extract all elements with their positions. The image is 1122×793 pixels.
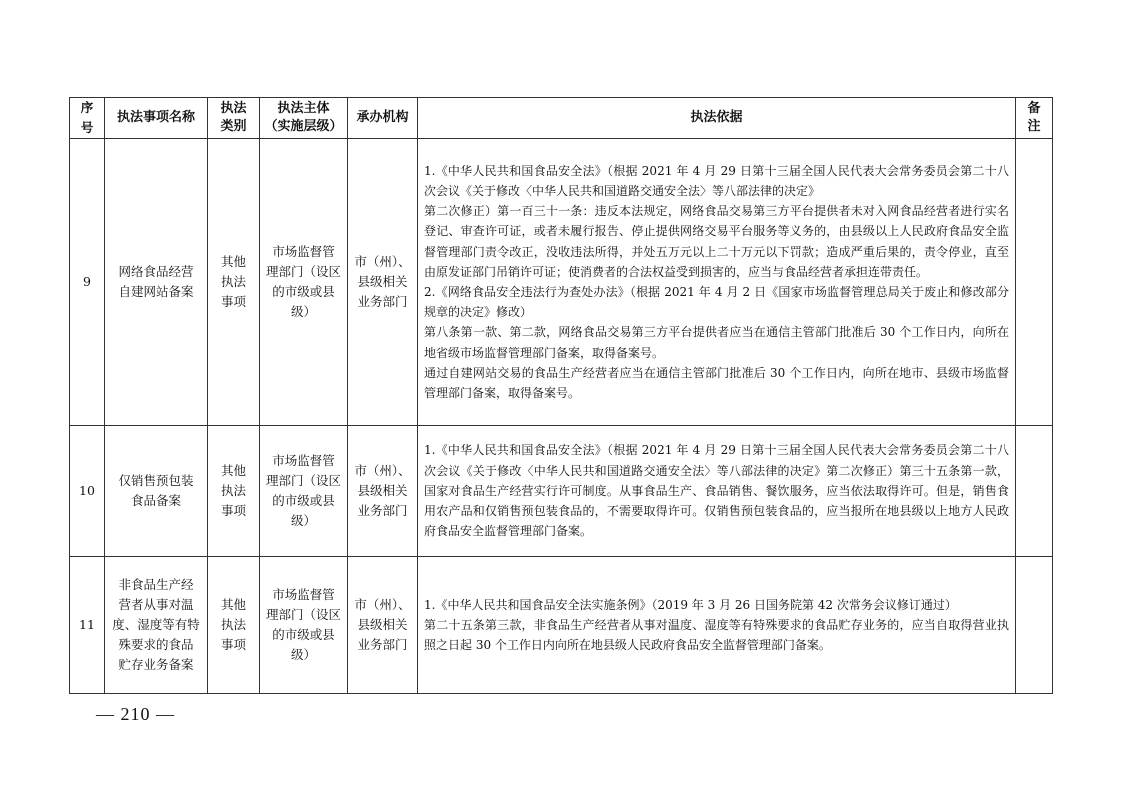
basis-paragraph: 通过自建网站交易的食品生产经营者应当在通信主管部门批准后 30 个工作日内，向所在地市、县级市场监督管理部门备案，取得备案号。 xyxy=(424,365,1009,401)
page-number: — 210 — xyxy=(96,704,175,724)
table-row xyxy=(70,426,1053,557)
cell-item-name: 非食品生产经 营者从事对温 度、湿度等有特 殊要求的食品 贮存业务备案 xyxy=(105,557,208,694)
header-seq: 序 号 xyxy=(70,98,105,139)
cell-remark xyxy=(1016,426,1053,557)
basis-paragraph: 1.《中华人民共和国食品安全法实施条例》（2019 年 3 月 26 日国务院第 42 次常务会议修订通过） xyxy=(424,597,957,612)
basis-paragraph: 1.《中华人民共和国食品安全法》（根据 2021 年 4 月 29 日第十三届全国人民代表大会常务委员会第二十八次会议《关于修改〈中华人民共和国道路交通安全法〉等八部法律的决定》第二次修正）第三十五条第一款，国家对食品生产经营实行许可制度。从事食品生产、食品销售、餐饮服务，应当依法取得许可。但是，销售食用农产品和仅销售预包装食品的，不需要取得许可。仅销售预包装食品的，应当报所在地县级以上地方人民政府食品安全监督管理部门备案。 xyxy=(424,443,1009,539)
cell-agency: 市（州）、 县级相关 业务部门 xyxy=(348,426,418,557)
table-row xyxy=(70,557,1053,694)
table-row xyxy=(70,139,1053,426)
cell-subject: 市场监督管 理部门（设区 的市级或县 级） xyxy=(260,139,348,426)
law-enforcement-table xyxy=(69,97,1053,694)
basis-paragraph: 第八条第一款、第二款，网络食品交易第三方平台提供者应当在通信主管部门批准后 30 个工作日内，向所在地省级市场监督管理部门备案，取得备案号。 xyxy=(424,325,1009,360)
cell-category: 其他 执法 事项 xyxy=(208,139,260,426)
cell-item-name: 网络食品经营 自建网站备案 xyxy=(105,139,208,426)
header-item-name: 执法事项名称 xyxy=(105,98,208,139)
cell-category: 其他 执法 事项 xyxy=(208,557,260,694)
header-subject: 执法主体 （实施层级） xyxy=(260,98,348,139)
cell-remark xyxy=(1016,557,1053,694)
header-basis: 执法依据 xyxy=(418,98,1016,139)
cell-seq: 9 xyxy=(70,139,105,426)
cell-subject: 市场监督管 理部门（设区 的市级或县 级） xyxy=(260,426,348,557)
cell-basis xyxy=(418,139,1016,426)
cell-basis xyxy=(418,557,1016,694)
basis-paragraph: 第二十五条第三款，非食品生产经营者从事对温度、湿度等有特殊要求的食品贮存业务的，应当自取得营业执照之日起 30 个工作日内向所在地县级人民政府食品安全监督管理部门备案。 xyxy=(424,617,1009,653)
cell-agency: 市（州）、 县级相关 业务部门 xyxy=(348,557,418,694)
basis-paragraph: 1.《中华人民共和国食品安全法》（根据 2021 年 4 月 29 日第十三届全国人民代表大会常务委员会第二十八次会议《关于修改〈中华人民共和国道路交通安全法〉等八部法律的决定》 xyxy=(424,163,1009,198)
cell-seq: 11 xyxy=(70,557,105,694)
cell-seq: 10 xyxy=(70,426,105,557)
header-category: 执法 类别 xyxy=(208,98,260,139)
basis-paragraph: 2.《网络食品安全违法行为查处办法》（根据 2021 年 4 月 2 日《国家市场监督管理总局关于废止和修改部分规章的决定》修改） xyxy=(424,285,1009,320)
header-remark: 备 注 xyxy=(1016,98,1053,139)
header-agency: 承办机构 xyxy=(348,98,418,139)
cell-subject: 市场监督管 理部门（设区 的市级或县 级） xyxy=(260,557,348,694)
cell-remark xyxy=(1016,139,1053,426)
cell-category: 其他 执法 事项 xyxy=(208,426,260,557)
cell-basis xyxy=(418,426,1016,557)
cell-agency: 市（州）、 县级相关 业务部门 xyxy=(348,139,418,426)
table-header-row xyxy=(70,98,1053,139)
basis-paragraph: 第二次修正）第一百三十一条：违反本法规定，网络食品交易第三方平台提供者未对入网食品经营者进行实名登记、审查许可证，或者未履行报告、停止提供网络交易平台服务等义务的，由县级以上人民政府食品安全监督管理部门责令改正，没收违法所得，并处五万元以上二十万元以下罚款；造成严重后果的，责令停业，直至由原发证部门吊销许可证；使消费者的合法权益受到损害的，应当与食品经营者承担连带责任。 xyxy=(424,204,1009,279)
cell-item-name: 仅销售预包装 食品备案 xyxy=(105,426,208,557)
